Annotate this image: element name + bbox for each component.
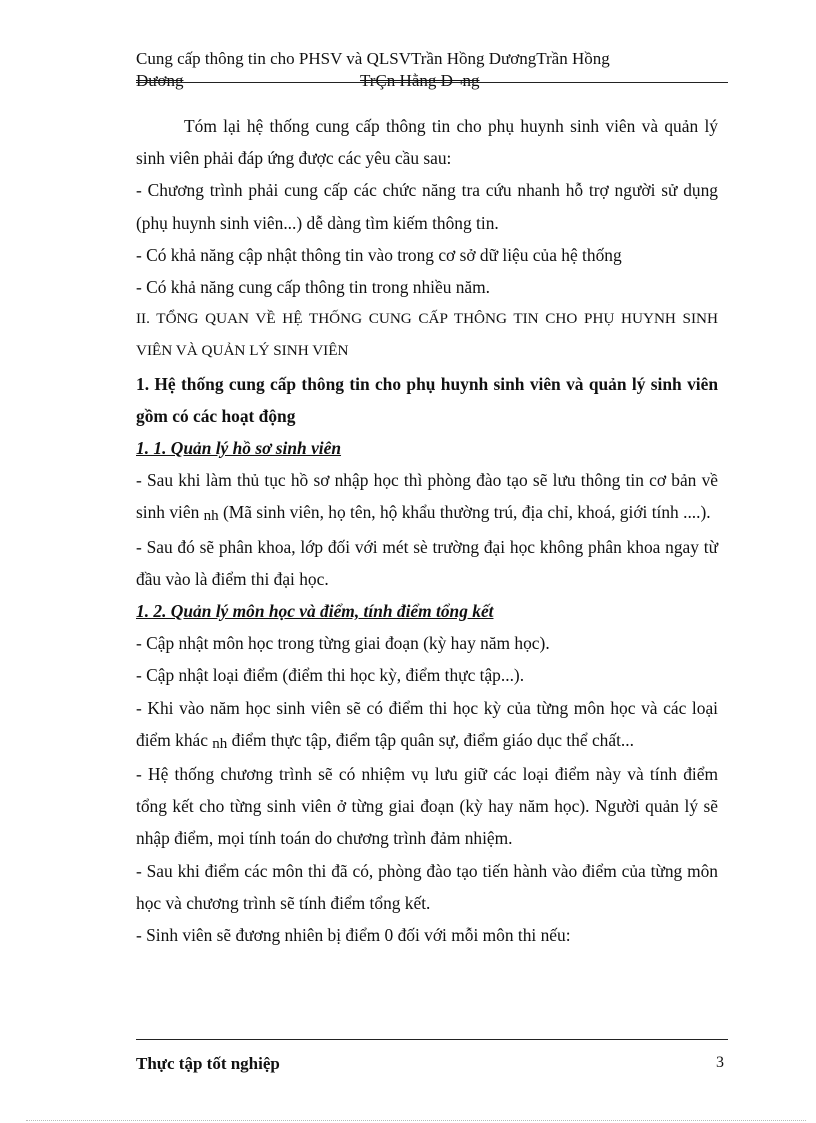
- list-item: - Sau khi điểm các môn thi đã có, phòng đào tạo tiến hành vào điểm của từng môn học và chương trình sẽ tính điểm tổng kết.: [136, 860, 718, 913]
- list-item: - Cập nhật loại điểm (điểm thi học kỳ, điểm thực tập...).: [136, 665, 525, 686]
- paragraph-summary: Tóm lại hệ thống cung cấp thông tin cho phụ huynh sinh viên và quản lý sinh viên phải đáp ứng được các yêu cầu sau:: [136, 116, 718, 169]
- header-author-left: Dương: [136, 71, 184, 90]
- requirement-item: - Có khả năng cập nhật thông tin vào trong cơ sở dữ liệu của hệ thống: [136, 244, 622, 265]
- section-heading: II. TỔNG QUAN VỀ HỆ THỐNG CUNG CẤP THÔNG TIN CHO PHỤ HUYNH SINH VIÊN VÀ QUẢN LÝ SINH VIÊN: [136, 310, 718, 360]
- list-item: - Hệ thống chương trình sẽ có nhiệm vụ lưu giữ các loại điểm này và tính điểm tổng kết cho từng sinh viên ở từng giai đoạn (kỳ hay năm học). Người quản lý sẽ nhập điểm, mọi tính toán do chương trình đảm nhiệm.: [136, 764, 718, 849]
- footer-title: Thực tập tốt nghiệp: [136, 1054, 280, 1073]
- requirement-item: - Có khả năng cung cấp thông tin trong nhiều năm.: [136, 277, 491, 298]
- header-author-right: TrÇn Hằng D¬ng: [360, 71, 480, 90]
- footer-rule: [136, 1039, 728, 1040]
- text-run: (Mã sinh viên, họ tên, hộ khẩu thường trú, địa chỉ, khoá, giới tính ....).: [218, 502, 711, 523]
- subheading-1-2: [136, 595, 718, 627]
- requirement-item: - Chương trình phải cung cấp các chức năng tra cứu nhanh hỗ trợ người sử dụng (phụ huynh sinh viên...) dễ dàng tìm kiếm thông tin.: [136, 180, 718, 233]
- paragraph-faculty: - Sau đó sẽ phân khoa, lớp đối với mét sè trường đại học không phân khoa ngay từ đầu vào là điểm thi đại học.: [136, 536, 718, 589]
- subheading-text: 1. 1. Quản lý hồ sơ sinh viên: [136, 438, 342, 459]
- header-line-1: Cung cấp thông tin cho PHSV và QLSVTrần Hồng DươngTrần Hồng: [136, 49, 610, 68]
- list-item: - Cập nhật môn học trong từng giai đoạn (kỳ hay năm học).: [136, 633, 550, 654]
- running-header: [136, 48, 728, 92]
- list-item: [136, 692, 718, 758]
- page-edge-divider: [26, 1120, 806, 1121]
- subsection-heading: 1. Hệ thống cung cấp thông tin cho phụ huynh sinh viên và quản lý sinh viên gồm có các hoạt động: [136, 373, 718, 426]
- text-run: nh: [203, 508, 219, 525]
- subheading-text: 1. 2. Quản lý môn học và điểm, tính điểm tổng kết: [136, 601, 494, 622]
- header-rule: [136, 82, 728, 83]
- subheading-1-1: [136, 432, 718, 464]
- text-run: nh: [212, 735, 228, 752]
- text-run: - Khi vào năm học sinh viên sẽ có điểm thi học kỳ của từng môn học và các loại điểm khác: [136, 697, 718, 750]
- page-number: 3: [716, 1054, 724, 1071]
- list-item: - Sinh viên sẽ đương nhiên bị điểm 0 đối với mỗi môn thi nếu:: [136, 925, 571, 946]
- paragraph-records: [136, 464, 718, 530]
- text-run: điểm thực tập, điểm tập quân sự, điểm giáo dục thể chất...: [227, 729, 634, 750]
- text-run: - Sau khi làm thủ tục hồ sơ nhập học thì phòng đào tạo sẽ lưu thông tin cơ bản về sinh viên: [136, 470, 718, 523]
- header-line-2: [136, 70, 728, 92]
- document-body: [136, 110, 718, 951]
